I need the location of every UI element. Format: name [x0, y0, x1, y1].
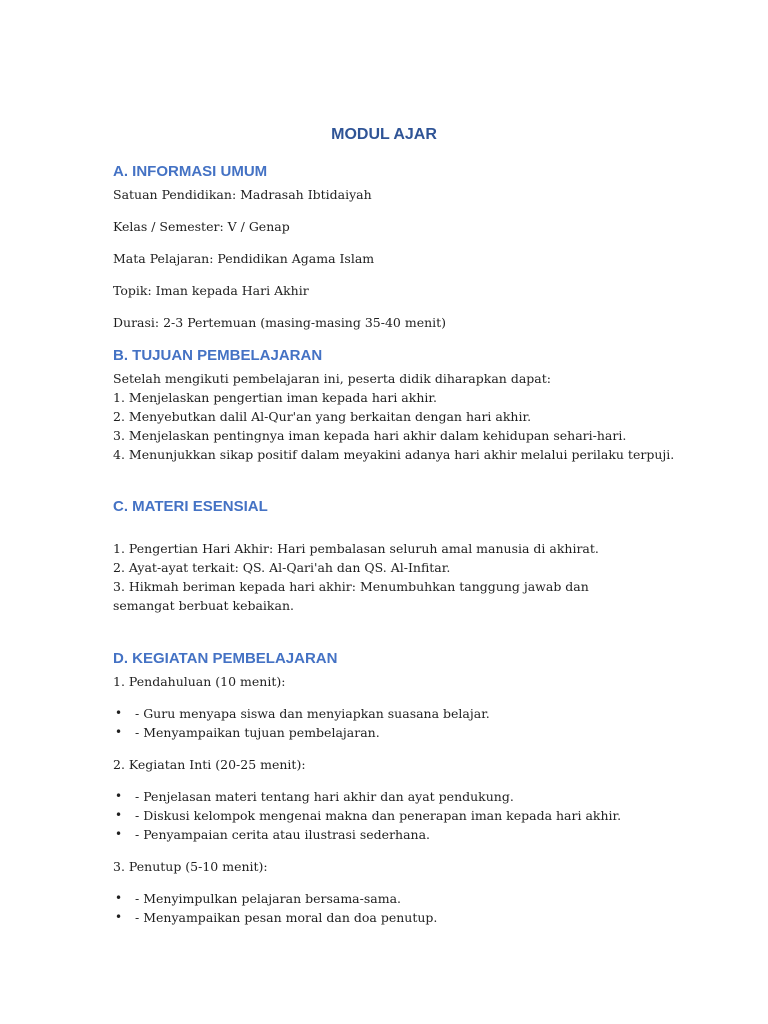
- material-item: 1. Pengertian Hari Akhir: Hari pembalasan seluruh amal manusia di akhirat.: [113, 541, 599, 556]
- section-c-heading: C. MATERI ESENSIAL: [113, 498, 268, 515]
- list-item-text: - Menyampaikan tujuan pembelajaran.: [135, 725, 380, 740]
- list-item: [113, 806, 673, 825]
- field-kelas-semester: Kelas / Semester: V / Genap: [113, 219, 290, 234]
- bullet-icon: •: [115, 808, 123, 822]
- section-b-body: [113, 369, 673, 464]
- stage-inti-label: 2. Kegiatan Inti (20-25 menit):: [113, 757, 306, 772]
- bullet-icon: •: [115, 910, 123, 924]
- stage-penutup-label: 3. Penutup (5-10 menit):: [113, 859, 268, 874]
- list-item: [113, 704, 673, 723]
- field-topik: Topik: Iman kepada Hari Akhir: [113, 283, 309, 298]
- learning-goal-item: 3. Menjelaskan pentingnya iman kepada hari akhir dalam kehidupan sehari-hari.: [113, 428, 627, 443]
- bullet-icon: •: [115, 706, 123, 720]
- list-item: [113, 787, 673, 806]
- material-item: 3. Hikmah beriman kepada hari akhir: Menumbuhkan tanggung jawab dan semangat berbuat kebaikan.: [113, 579, 589, 613]
- stage-pendahuluan-label: 1. Pendahuluan (10 menit):: [113, 674, 286, 689]
- bullet-icon: •: [115, 827, 123, 841]
- list-item-text: - Diskusi kelompok mengenai makna dan penerapan iman kepada hari akhir.: [135, 808, 622, 823]
- learning-goal-item: 2. Menyebutkan dalil Al-Qur'an yang berkaitan dengan hari akhir.: [113, 409, 532, 424]
- field-satuan-pendidikan: Satuan Pendidikan: Madrasah Ibtidaiyah: [113, 187, 372, 202]
- field-mata-pelajaran: Mata Pelajaran: Pendidikan Agama Islam: [113, 251, 375, 266]
- section-b-heading: B. TUJUAN PEMBELAJARAN: [113, 347, 323, 364]
- list-item: [113, 889, 673, 908]
- stage-penutup-list: [113, 889, 673, 927]
- bullet-icon: •: [115, 891, 123, 905]
- list-item-text: - Menyampaikan pesan moral dan doa penutup.: [135, 910, 438, 925]
- list-item-text: - Guru menyapa siswa dan menyiapkan suasana belajar.: [135, 706, 490, 721]
- section-c-body: [113, 539, 623, 615]
- bullet-icon: •: [115, 789, 123, 803]
- list-item: [113, 723, 673, 742]
- learning-goal-intro: Setelah mengikuti pembelajaran ini, peserta didik diharapkan dapat:: [113, 371, 551, 386]
- learning-goal-item: 1. Menjelaskan pengertian iman kepada hari akhir.: [113, 390, 437, 405]
- list-item-text: - Menyimpulkan pelajaran bersama-sama.: [135, 891, 402, 906]
- learning-goal-item: 4. Menunjukkan sikap positif dalam meyakini adanya hari akhir melalui perilaku terpuji.: [113, 447, 675, 462]
- stage-pendahuluan-list: [113, 704, 673, 742]
- list-item: [113, 908, 673, 927]
- list-item: [113, 825, 673, 844]
- section-a-heading: A. INFORMASI UMUM: [113, 163, 268, 180]
- stage-inti-list: [113, 787, 673, 844]
- field-durasi: Durasi: 2-3 Pertemuan (masing-masing 35-40 menit): [113, 315, 447, 330]
- list-item-text: - Penjelasan materi tentang hari akhir dan ayat pendukung.: [135, 789, 514, 804]
- material-item: 2. Ayat-ayat terkait: QS. Al-Qari'ah dan QS. Al-Infitar.: [113, 560, 451, 575]
- document-title: MODUL AJAR: [331, 126, 437, 143]
- list-item-text: - Penyampaian cerita atau ilustrasi sederhana.: [135, 827, 431, 842]
- bullet-icon: •: [115, 725, 123, 739]
- section-d-heading: D. KEGIATAN PEMBELAJARAN: [113, 650, 338, 667]
